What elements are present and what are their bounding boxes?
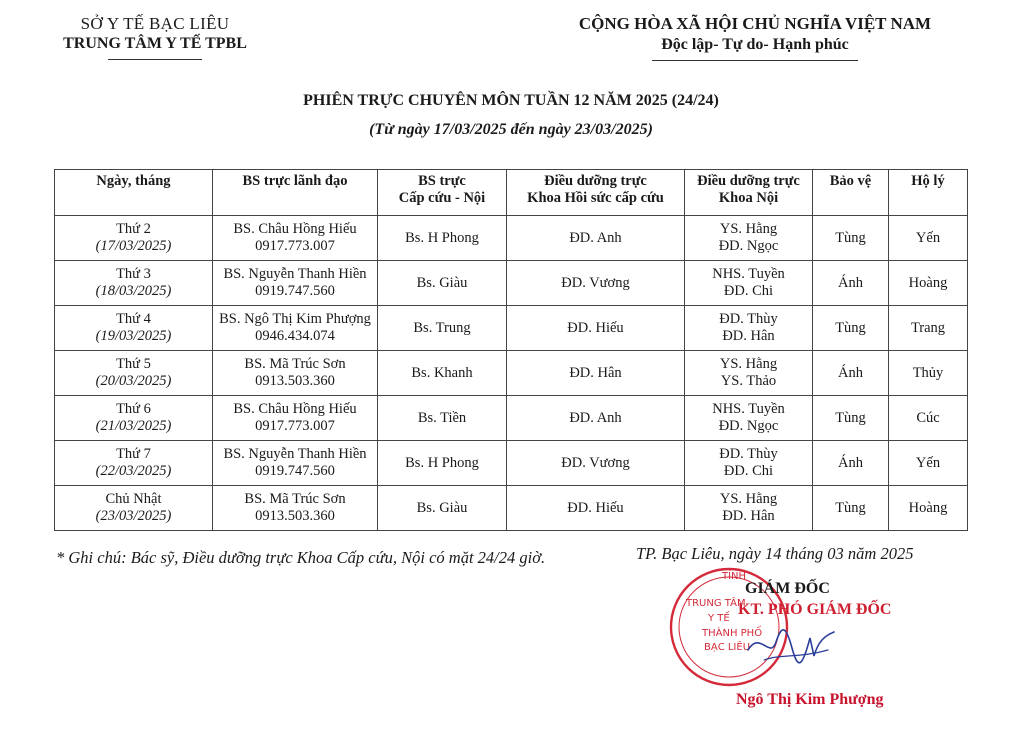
- col-header-leader: BS trực lãnh đạo: [213, 170, 378, 216]
- table-row: [55, 261, 968, 306]
- guard-cell: Ánh: [813, 351, 889, 396]
- guard-cell: Tùng: [813, 396, 889, 441]
- doctor-cell: Bs. Giàu: [378, 261, 507, 306]
- leader-cell: BS. Ngô Thị Kim Phượng 0946.434.074: [213, 306, 378, 351]
- table-row: [55, 351, 968, 396]
- duty-schedule-table: [54, 169, 968, 531]
- icu-nurse-cell: ĐD. Anh: [507, 216, 685, 261]
- doctor-cell: Bs. Giàu: [378, 486, 507, 531]
- col-header-doctor: BS trực Cấp cứu - Nội: [378, 170, 507, 216]
- icu-nurse-cell: ĐD. Anh: [507, 396, 685, 441]
- signer-name: Ngô Thị Kim Phượng: [736, 691, 884, 708]
- table-row: [55, 486, 968, 531]
- table-header-row: [55, 170, 968, 216]
- seal-line-3: THÀNH PHỐ: [702, 628, 763, 639]
- document-title: PHIÊN TRỰC CHUYÊN MÔN TUẦN 12 NĂM 2025 (24/24): [303, 92, 719, 109]
- date-cell: Thứ 7 (22/03/2025): [55, 441, 213, 486]
- guard-cell: Tùng: [813, 216, 889, 261]
- seal-line-2: Y TẾ: [708, 613, 730, 624]
- col-header-icu-nurse: Điều dưỡng trực Khoa Hồi sức cấp cứu: [507, 170, 685, 216]
- date-cell: Thứ 3 (18/03/2025): [55, 261, 213, 306]
- guard-cell: Tùng: [813, 486, 889, 531]
- header-right-divider: [652, 60, 858, 61]
- national-motto: Độc lập- Tự do- Hạnh phúc: [661, 36, 849, 53]
- med-nurse-cell: NHS. Tuyền ĐD. Chi: [685, 261, 813, 306]
- table-row: [55, 216, 968, 261]
- table-row: [55, 306, 968, 351]
- date-cell: Thứ 4 (19/03/2025): [55, 306, 213, 351]
- handwritten-signature: [740, 612, 840, 682]
- icu-nurse-cell: ĐD. Hiếu: [507, 486, 685, 531]
- med-nurse-cell: YS. Hằng ĐD. Ngọc: [685, 216, 813, 261]
- orderly-cell: Thủy: [889, 351, 968, 396]
- deputy-director-title: KT. PHÓ GIÁM ĐỐC: [738, 601, 892, 618]
- col-header-med-nurse: Điều dưỡng trực Khoa Nội: [685, 170, 813, 216]
- header-left: [30, 14, 280, 60]
- orderly-cell: Yến: [889, 441, 968, 486]
- leader-cell: BS. Mã Trúc Sơn 0913.503.360: [213, 486, 378, 531]
- col-header-date: Ngày, tháng: [55, 170, 213, 216]
- doctor-cell: Bs. Trung: [378, 306, 507, 351]
- seal-text-top: TỈNH: [722, 571, 747, 582]
- header-left-divider: [108, 59, 202, 60]
- seal-line-4: BẠC LIÊU: [704, 642, 751, 653]
- department-name: SỞ Y TẾ BẠC LIÊU: [80, 14, 230, 33]
- date-cell: Chủ Nhật (23/03/2025): [55, 486, 213, 531]
- doctor-cell: Bs. Khanh: [378, 351, 507, 396]
- national-title: CỘNG HÒA XÃ HỘI CHỦ NGHĨA VIỆT NAM: [578, 14, 932, 33]
- table-row: [55, 441, 968, 486]
- col-header-orderly: Hộ lý: [889, 170, 968, 216]
- orderly-cell: Hoàng: [889, 261, 968, 306]
- med-nurse-cell: ĐD. Thùy ĐD. Chi: [685, 441, 813, 486]
- orderly-cell: Yến: [889, 216, 968, 261]
- med-nurse-cell: YS. Hằng ĐD. Hân: [685, 486, 813, 531]
- col-header-guard: Bảo vệ: [813, 170, 889, 216]
- document-subtitle: (Từ ngày 17/03/2025 đến ngày 23/03/2025): [369, 121, 653, 138]
- doctor-cell: Bs. H Phong: [378, 441, 507, 486]
- icu-nurse-cell: ĐD. Vương: [507, 441, 685, 486]
- guard-cell: Ánh: [813, 441, 889, 486]
- icu-nurse-cell: ĐD. Hiếu: [507, 306, 685, 351]
- doctor-cell: Bs. H Phong: [378, 216, 507, 261]
- date-cell: Thứ 2 (17/03/2025): [55, 216, 213, 261]
- date-cell: Thứ 6 (21/03/2025): [55, 396, 213, 441]
- guard-cell: Ánh: [813, 261, 889, 306]
- med-nurse-cell: ĐD. Thùy ĐD. Hân: [685, 306, 813, 351]
- guard-cell: Tùng: [813, 306, 889, 351]
- seal-line-1: TRUNG TÂM: [686, 598, 746, 609]
- director-title: GIÁM ĐỐC: [745, 580, 830, 597]
- place-date: TP. Bạc Liêu, ngày 14 tháng 03 năm 2025: [636, 544, 914, 563]
- header-right: [520, 14, 990, 61]
- leader-cell: BS. Châu Hồng Hiếu 0917.773.007: [213, 396, 378, 441]
- leader-cell: BS. Nguyễn Thanh Hiền 0919.747.560: [213, 441, 378, 486]
- orderly-cell: Cúc: [889, 396, 968, 441]
- table-row: [55, 396, 968, 441]
- icu-nurse-cell: ĐD. Vương: [507, 261, 685, 306]
- orderly-cell: Hoàng: [889, 486, 968, 531]
- orderly-cell: Trang: [889, 306, 968, 351]
- doctor-cell: Bs. Tiền: [378, 396, 507, 441]
- med-nurse-cell: NHS. Tuyền ĐD. Ngọc: [685, 396, 813, 441]
- med-nurse-cell: YS. Hằng YS. Thảo: [685, 351, 813, 396]
- leader-cell: BS. Châu Hồng Hiếu 0917.773.007: [213, 216, 378, 261]
- icu-nurse-cell: ĐD. Hân: [507, 351, 685, 396]
- organization-name: TRUNG TÂM Y TẾ TPBL: [63, 35, 247, 52]
- leader-cell: BS. Mã Trúc Sơn 0913.503.360: [213, 351, 378, 396]
- footnote: * Ghi chú: Bác sỹ, Điều dưỡng trực Khoa Cấp cứu, Nội có mặt 24/24 giờ.: [56, 548, 546, 567]
- leader-cell: BS. Nguyễn Thanh Hiền 0919.747.560: [213, 261, 378, 306]
- date-cell: Thứ 5 (20/03/2025): [55, 351, 213, 396]
